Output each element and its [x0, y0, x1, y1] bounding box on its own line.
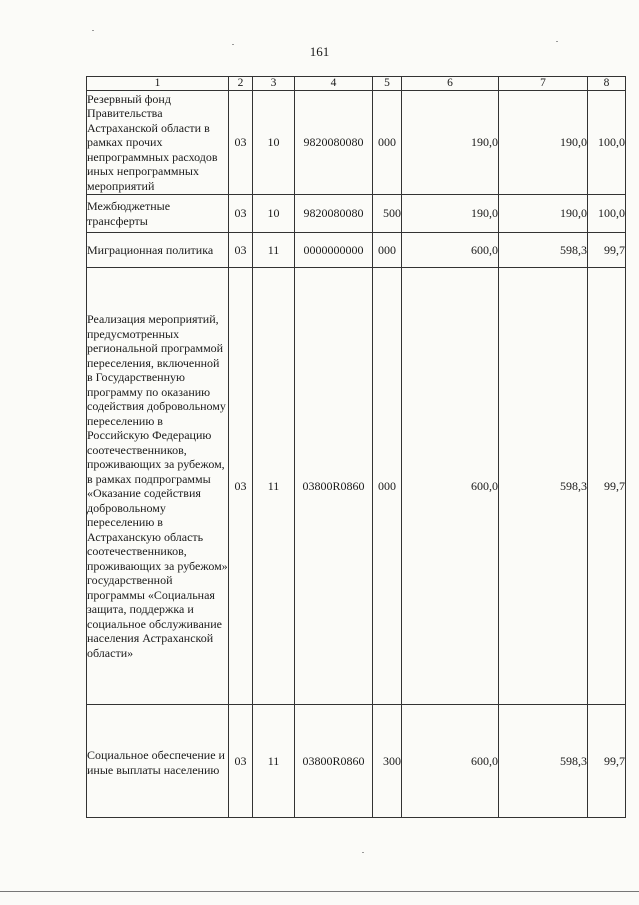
row-name: Межбюджетные трансферты — [87, 195, 229, 233]
bottom-scan-edge — [0, 891, 639, 892]
cell-expense-type: 300 — [373, 705, 402, 818]
cell-subsection: 11 — [253, 268, 295, 705]
table-row — [87, 195, 626, 233]
cell-subsection: 11 — [253, 705, 295, 818]
cell-percent: 100,0 — [588, 195, 626, 233]
cell-percent: 99,7 — [588, 268, 626, 705]
scan-speck — [556, 41, 558, 42]
cell-subsection: 10 — [253, 195, 295, 233]
column-header: 2 — [229, 77, 253, 91]
cell-expense-type: 500 — [373, 195, 402, 233]
cell-section: 03 — [229, 705, 253, 818]
column-header: 7 — [499, 77, 588, 91]
cell-target-code: 0000000000 — [295, 233, 373, 268]
cell-executed: 598,3 — [499, 705, 588, 818]
cell-target-code: 03800R0860 — [295, 268, 373, 705]
cell-planned: 600,0 — [402, 268, 499, 705]
cell-subsection: 10 — [253, 91, 295, 195]
table-row — [87, 233, 626, 268]
cell-expense-type: 000 — [373, 91, 402, 195]
cell-planned: 600,0 — [402, 705, 499, 818]
cell-executed: 190,0 — [499, 195, 588, 233]
cell-percent: 99,7 — [588, 705, 626, 818]
row-name: Резервный фонд Правительства Астраханской области в рамках прочих непрограммных расходов иных непрограммных мероприятий — [87, 91, 229, 195]
page-number: 161 — [309, 44, 330, 59]
cell-section: 03 — [229, 195, 253, 233]
cell-planned: 190,0 — [402, 91, 499, 195]
table-header-row — [87, 77, 626, 91]
scan-speck — [92, 30, 94, 31]
cell-executed: 190,0 — [499, 91, 588, 195]
cell-expense-type: 000 — [373, 268, 402, 705]
row-name: Миграционная политика — [87, 233, 229, 268]
column-header: 6 — [402, 77, 499, 91]
row-name: Социальное обеспечение и иные выплаты населению — [87, 705, 229, 818]
column-header: 8 — [588, 77, 626, 91]
cell-executed: 598,3 — [499, 268, 588, 705]
cell-section: 03 — [229, 91, 253, 195]
cell-planned: 190,0 — [402, 195, 499, 233]
cell-expense-type: 000 — [373, 233, 402, 268]
table-row — [87, 705, 626, 818]
cell-percent: 99,7 — [588, 233, 626, 268]
column-header: 4 — [295, 77, 373, 91]
cell-executed: 598,3 — [499, 233, 588, 268]
column-header: 5 — [373, 77, 402, 91]
budget-table — [86, 76, 626, 818]
cell-target-code: 9820080080 — [295, 91, 373, 195]
cell-percent: 100,0 — [588, 91, 626, 195]
cell-subsection: 11 — [253, 233, 295, 268]
cell-section: 03 — [229, 268, 253, 705]
cell-section: 03 — [229, 233, 253, 268]
cell-target-code: 03800R0860 — [295, 705, 373, 818]
cell-target-code: 9820080080 — [295, 195, 373, 233]
column-header: 3 — [253, 77, 295, 91]
table-row — [87, 268, 626, 705]
column-header: 1 — [87, 77, 229, 91]
cell-planned: 600,0 — [402, 233, 499, 268]
table-row — [87, 91, 626, 195]
scan-speck — [232, 44, 234, 45]
row-name: Реализация мероприятий, предусмотренных региональной программой переселения, включенной в Государственную программу по оказанию содействия добровольному переселению в Российскую Федерацию соотечественников, проживающих за рубежом, в рамках подпрограммы «Оказание содействия добровольному переселению в Астраханскую область соотечественников, проживающих за рубежом» государственной программы «Социальная защита, поддержка и социальное обслуживание населения Астраханской области» — [87, 268, 229, 705]
scan-speck — [362, 852, 364, 853]
